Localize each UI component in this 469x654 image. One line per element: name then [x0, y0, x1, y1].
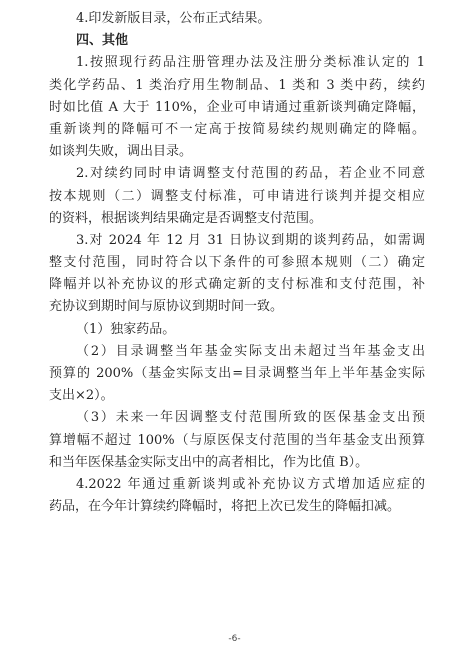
paragraph-3-line-4: 充协议到期时间与原协议到期时间一致。 — [49, 299, 284, 315]
step-4-line: 4.印发新版目录，公布正式结果。 — [76, 11, 271, 26]
condition-3-line-2: 算增幅不超过 100%（与原医保支付范围的当年基金支出预算 — [49, 432, 425, 448]
paragraph-3-line-3: 降幅并以补充协议的形式确定新的支付标准和支付范围，补 — [49, 277, 425, 293]
paragraph-1-line-2: 类化学药品、1 类治疗用生物制品、1 类和 3 类中药，续约 — [49, 77, 425, 93]
condition-1-line: （1）独家药品。 — [76, 321, 176, 337]
paragraph-4-line-1: 4.2022 年通过重新谈判或补充协议方式增加适应症的 — [76, 476, 425, 492]
paragraph-2-line-1: 2.对续约同时申请调整支付范围的药品，若企业不同意 — [76, 166, 425, 182]
paragraph-1-line-3: 时如比值 A 大于 110%，企业可申请通过重新谈判确定降幅， — [49, 99, 425, 115]
condition-2-line-1: （2）目录调整当年基金实际支出未超过当年基金支出 — [76, 343, 425, 359]
page-number: -6- — [228, 634, 241, 644]
section-heading-other: 四、其他 — [76, 33, 129, 49]
paragraph-3-line-2: 整支付范围，同时符合以下条件的可参照本规则（二）确定 — [49, 255, 425, 271]
document-body — [49, 8, 425, 518]
paragraph-1-line-1: 1.按照现行药品注册管理办法及注册分类标准认定的 1 — [76, 55, 425, 71]
condition-3-line-1: （3）未来一年因调整支付范围所致的医保基金支出预 — [76, 410, 425, 426]
condition-2-line-3: 支出×2）。 — [49, 388, 114, 404]
paragraph-1-line-5: 如谈判失败，调出目录。 — [49, 144, 193, 160]
paragraph-3-line-1: 3.对 2024 年 12 月 31 日协议到期的谈判药品，如需调 — [76, 232, 425, 248]
paragraph-2-line-2: 按本规则（二）调整支付标准，可申请进行谈判并提交相应 — [49, 188, 425, 204]
condition-3-line-3: 和当年医保基金实际支出中的高者相比，作为比值 B）。 — [49, 454, 369, 470]
paragraph-4-line-2: 药品，在今年计算续约降幅时，将把上次已发生的降幅扣减。 — [49, 499, 401, 515]
paragraph-1-line-4: 重新谈判的降幅可不一定高于按简易续约规则确定的降幅。 — [49, 121, 425, 137]
condition-2-line-2: 预算的 200%（基金实际支出=目录调整当年上半年基金实际 — [49, 366, 425, 381]
paragraph-2-line-3: 的资料，根据谈判结果确定是否调整支付范围。 — [49, 210, 323, 226]
